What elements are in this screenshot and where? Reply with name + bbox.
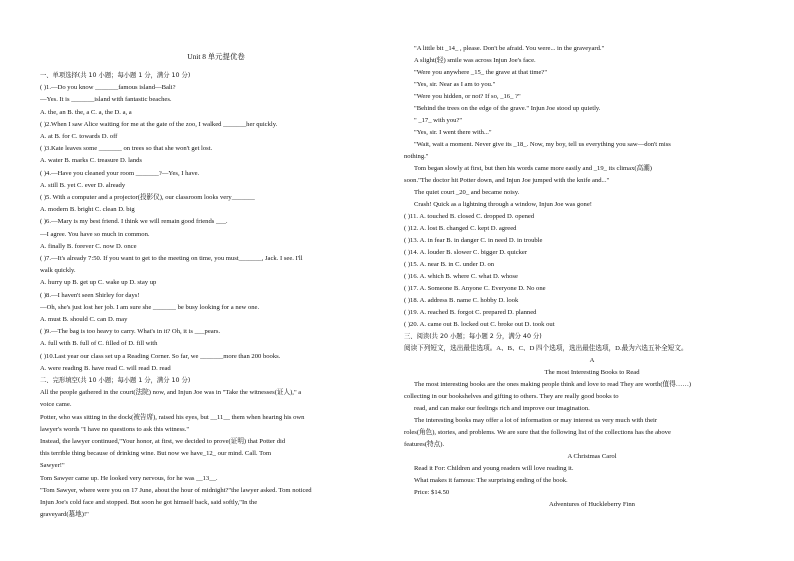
left-line: A. finally B. forever C. now D. once — [40, 242, 137, 250]
right-line: ( )19. A. reached B. forgot C. prepared D. planned — [404, 309, 537, 316]
left-line: A. modern B. bright C. clean D. big — [40, 206, 135, 214]
right-line: 阅读下列短文，选出最佳选项。A、B、C、D 四个选项，选出最佳选项，D.最为六选五补全短文。 — [404, 345, 688, 352]
left-line: Potter, who was sitting in the dock(被告席), raised his eyes, but __11__ them when hearing his own — [40, 413, 305, 421]
right-line: Crash! Quick as a lightning through a window, Injun Joe was gone! — [414, 201, 592, 208]
right-line: The most interesting books are the ones making people think and love to read They are worth(值得……) — [414, 381, 692, 388]
left-line: ( )1.—Do you know _______famous island—Bali? — [40, 84, 176, 92]
right-line: A Christmas Carol — [567, 453, 617, 460]
left-line: ( )7.—It's already 7:50. If you want to get to the meeting on time, you must_______, Jack. I see. I'll — [40, 255, 303, 262]
left-line: —Oh, she's just lost her job. I am sure she _______ be busy looking for a new one. — [40, 303, 260, 311]
right-line: " _17_ with you?" — [414, 117, 463, 124]
right-line: ( )18. A. address B. name C. hobby D. look — [404, 297, 519, 304]
exam-title: Unit 8 单元提优卷 — [187, 52, 245, 61]
right-line: "Were you hidden, or not? If so, _16_ ?" — [414, 93, 521, 100]
left-line: ( )8.—I haven't seen Shirley for days! — [40, 291, 140, 299]
left-line: graveyard(墓地)!" — [40, 511, 89, 519]
right-line: nothing." — [404, 153, 429, 160]
left-line: walk quickly. — [40, 267, 76, 275]
left-line: "Tom Sawyer, where were you on 17 June, about the hour of midnight?"the lawyer asked. Tom noticed — [40, 486, 312, 494]
right-line: "Wait, wait a moment. Never give its _18_. Now, my boy, tell us everything you saw—don't miss — [414, 141, 671, 148]
right-line: ( )16. A. which B. where C. what D. whose — [404, 273, 518, 280]
right-line: "Yes, sir. Near as I am to you." — [414, 81, 496, 88]
left-line: A. the, an B. the, a C. a, the D. a, a — [40, 108, 132, 116]
left-line: A. at B. for C. towards D. off — [40, 133, 118, 140]
left-line: voice came. — [40, 401, 72, 409]
right-line: ( )20. A. came out B. locked out C. broke out D. took out — [404, 321, 555, 328]
right-line: A slight(轻) smile was across Injun Joe's face. — [414, 57, 536, 64]
right-line: "Were you anywhere _15_ the grave at that time?" — [414, 69, 548, 76]
right-line: A — [589, 357, 595, 364]
right-line: ( )12. A. lost B. changed C. kept D. agreed — [404, 225, 517, 232]
left-line: A. water B. marks C. treasure D. lands — [40, 157, 142, 165]
right-line: Price: $14.50 — [414, 489, 450, 496]
left-line: ( )4.—Have you cleaned your room _______?—Yes, I have. — [40, 169, 200, 177]
left-line: Sawyer!" — [40, 462, 65, 470]
left-line: ( )2.When I saw Alice waiting for me at the gate of the zoo, I walked _______her quickly. — [40, 120, 278, 128]
left-line: All the people gathered in the court(法院) now, and Injun Joe was in "Take the witnesses(证人)," a — [40, 389, 302, 397]
left-line: A. full with B. full of C. filled of D. fill with — [40, 340, 158, 348]
left-column — [40, 0, 392, 561]
left-line: ( )10.Last year our class set up a Reading Corner. So far, we _______more than 200 books. — [40, 352, 281, 360]
right-line: read, and can make our feelings rich and improve our imagination. — [414, 405, 590, 412]
right-line: "Behind the trees on the edge of the grave." Injun Joe stood up quietly. — [414, 105, 601, 112]
left-line: Tom Sawyer came up. He looked very nervous, for he was __13__. — [40, 474, 218, 482]
right-column — [404, 0, 780, 561]
right-line: "Yes, sir. I went there with..." — [414, 129, 492, 136]
right-line: Tom began slowly at first, but then his words came more easily and _19_ its climax(高潮) — [414, 165, 652, 172]
left-line: A. were reading B. have read C. will read D. read — [40, 364, 171, 372]
left-line: lawyer's words "I have no questions to ask this witness." — [40, 425, 190, 433]
left-line: A. hurry up B. get up C. wake up D. stay up — [40, 279, 157, 287]
right-line: ( )14. A. louder B. slower C. bigger D. quicker — [404, 249, 528, 256]
right-line: ( )13. A. in fear B. in danger C. in need D. in trouble — [404, 237, 543, 244]
right-line: ( )17. A. Someone B. Anyone C. Everyone D. No one — [404, 285, 546, 292]
right-line: ( )11. A. touched B. closed C. dropped D. opened — [404, 213, 535, 220]
right-line: 三、阅读(共 20 小题；每小题 2 分，满分 40 分) — [404, 333, 542, 340]
left-line: 一、单项选择(共 10 小题；每小题 1 分，满分 10 分) — [40, 72, 191, 79]
left-line: ( )5. With a computer and a projector(投影仪), our classroom looks very_______ — [40, 194, 255, 201]
right-line: The quiet court _20_ and became noisy. — [414, 189, 520, 196]
left-line: ( )3.Kate leaves some _______ on trees so that she won't get lost. — [40, 145, 213, 153]
left-line: ( )6.—Mary is my best friend. I think we will remain good friends ___. — [40, 218, 228, 226]
left-line: 二、完形填空(共 10 小题；每小题 1 分，满分 10 分) — [40, 377, 191, 384]
right-line: features(特点). — [404, 441, 445, 448]
right-line: ( )15. A. near B. in C. under D. on — [404, 261, 495, 268]
right-line: collecting in our bookshelves and gifting to others. They are really good books to — [404, 393, 619, 400]
right-line: Read it For: Children and young readers will love reading it. — [414, 465, 574, 472]
left-line: ( )9.—The bag is too heavy to carry. What's in it? Oh, it is ___pears. — [40, 328, 221, 336]
right-line: soon."The doctor hit Potter down, and Injun Joe jumped with the knife and..." — [404, 177, 610, 184]
right-line: The most Interesting Books to Read — [544, 369, 640, 376]
left-line: A. still B. yet C. ever D. already — [40, 181, 126, 189]
left-line: Instead, the lawyer continued,"Your honor, at first, we decided to prove(证明) that Potter did — [40, 438, 286, 445]
right-line: "A little bit _14_ , please. Don't be afraid. You were... in the graveyard." — [414, 45, 605, 52]
left-line: A. must B. should C. can D. may — [40, 316, 128, 323]
right-line: What makes it famous: The surprising ending of the book. — [414, 477, 568, 484]
left-line: Injun Joe's cold face and stopped. But soon he got himself back, said softly,"In the — [40, 499, 258, 506]
left-line: —Yes. It is _______island with fantastic beaches. — [40, 96, 172, 104]
left-line: —I agree. You have so much in common. — [40, 230, 150, 238]
right-line: roles(角色), stories, and problems. We are sure that the following list of the collections has the above — [404, 429, 671, 436]
right-line: Adventures of Huckleberry Finn — [549, 501, 635, 508]
right-line: The interesting books may offer a lot of information or may interest us very much with their — [414, 417, 658, 424]
left-line: this terrible thing because of drinking wine. But now we have_12_ our mind. Call. Tom — [40, 450, 272, 458]
